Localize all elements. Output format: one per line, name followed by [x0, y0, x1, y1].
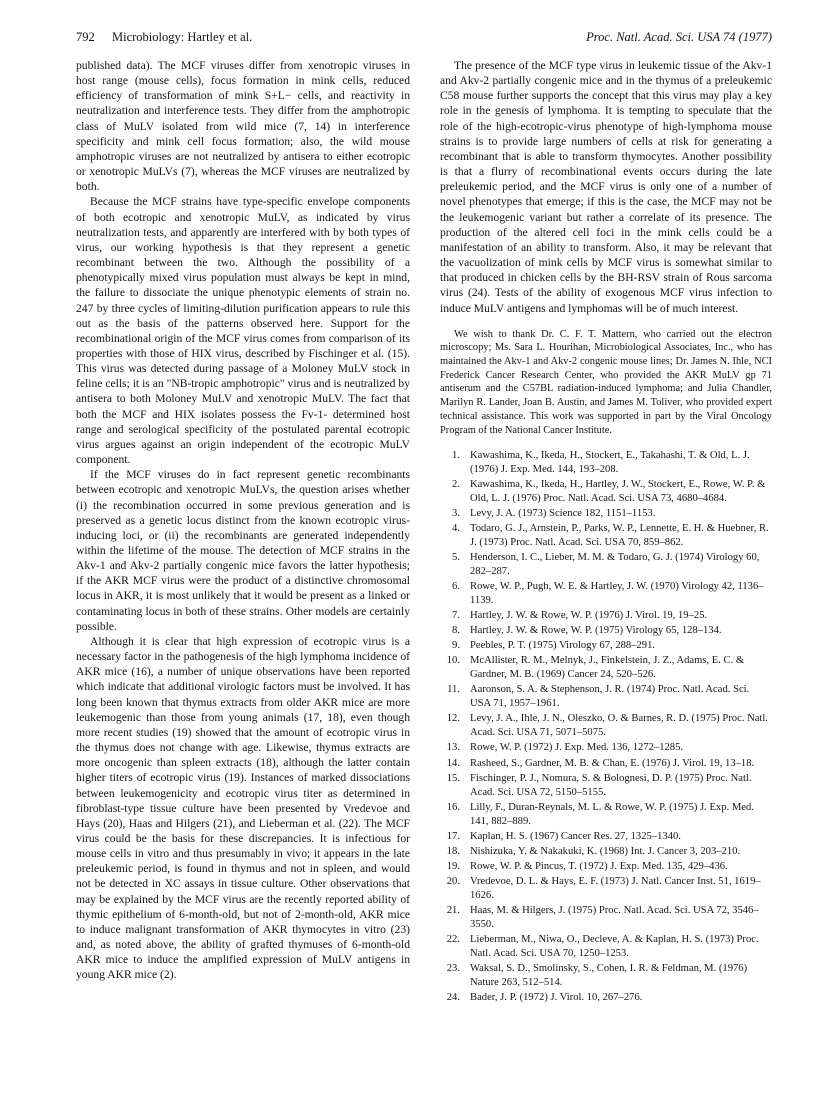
reference-item: [440, 904, 772, 932]
acknowledgment: We wish to thank Dr. C. F. T. Mattern, who carried out the electron microscopy; Ms. Sara L. Hourihan, Microbiological Associates, Inc., who has maintained the Akv-1 and Akv-2 congenic mouse lines; Dr. James N. Ihle, NCI Frederick Cancer Research Center, who provided the AKR MuLV gp 71 antiserum and the C57BL radiation-induced lymphoma; and Julia Chandler, Marilyn R. Lander, Joan B. Austin, and James M. Toliver, who provided expert technical assistance. This work was supported in part by the Viral Oncology Program of the National Cancer Institute.: [440, 328, 772, 436]
reference-text: Rasheed, S., Gardner, M. B. & Chan, E. (1976) J. Virol. 19, 13–18.: [470, 757, 755, 769]
reference-text: Lilly, F., Duran-Reynals, M. L. & Rowe, W. P. (1975) J. Exp. Med. 141, 882–889.: [470, 801, 754, 827]
reference-item: [440, 624, 772, 638]
reference-number: 18.: [446, 845, 460, 857]
reference-text: McAllister, R. M., Melnyk, J., Finkelstein, J. Z., Adams, E. C. & Gardner, M. B. (1969) Cancer 24, 520–526.: [470, 655, 745, 681]
reference-text: Kawashima, K., Ikeda, H., Stockert, E., Takahashi, T. & Old, L. J. (1976) J. Exp. Med. 144, 193–208.: [470, 450, 750, 476]
journal-citation: Proc. Natl. Acad. Sci. USA 74 (1977): [586, 30, 772, 44]
reference-item: [440, 639, 772, 653]
reference-text: Peebles, P. T. (1975) Virology 67, 288–291.: [470, 640, 656, 652]
reference-text: Vredevoe, D. L. & Hays, E. F. (1973) J. Natl. Cancer Inst. 51, 1619–1626.: [470, 875, 761, 901]
reference-text: Waksal, S. D., Smolinsky, S., Cohen, I. R. & Feldman, M. (1976) Nature 263, 512–514.: [470, 962, 748, 988]
reference-item: [440, 757, 772, 771]
reference-number: 17.: [446, 830, 460, 842]
body-paragraph: published data). The MCF viruses differ from xenotropic viruses in host range (mouse cells), focus formation in mink cells, reduced efficiency of transformation of mink S+L− cells, and reactivity in neutralization and interference tests. They differ from the amphotropic class of MuLV isolated from wild mice (7, 14) in interference specificity and mink cell focus formation; also, the wild mouse amphotropic viruses are not neutralized by antisera to either ecotropic or xenotropic MuLVs (7), whereas the MCF viruses are neutralized by both.: [76, 59, 410, 194]
reference-item: [440, 551, 772, 579]
reference-item: [440, 478, 772, 506]
reference-number: 7.: [452, 610, 460, 622]
reference-item: [440, 683, 772, 711]
reference-item: [440, 507, 772, 521]
reference-item: [440, 962, 772, 990]
running-header: [76, 28, 772, 46]
reference-number: 12.: [446, 713, 460, 725]
reference-item: [440, 860, 772, 874]
right-column: [440, 58, 772, 1006]
page-number: 792: [76, 30, 95, 44]
reference-number: 10.: [446, 655, 460, 667]
left-column: [76, 58, 410, 983]
reference-text: Fischinger, P. J., Nomura, S. & Bolognesi, D. P. (1975) Proc. Natl. Acad. Sci. USA 72, 5150–5155.: [470, 772, 752, 798]
reference-item: [440, 580, 772, 608]
body-paragraph: The presence of the MCF type virus in leukemic tissue of the Akv-1 and Akv-2 partially congenic mice and in the thymus of a preleukemic C58 mouse further supports the concept that this virus may play a key role in the genesis of lymphoma. It is tempting to speculate that the role of the high-ecotropic-virus phenotype of high-lymphoma mouse strains is to provide large numbers of cells at risk for generating a recombinant that is able to transform thymocytes. Another possibility is that a flurry of recombinational events occurs during the late preleukemic period, and the MCF virus is only one of a number of novel phenotypes that emerge; if this is the case, the MCF may not be the leukemogenic variant but rather a correlate of its presence. The production of the altered cell foci in the mink cells could be a manifestation of an ability to transform. Also, it may be relevant that the vacuolization of mink cells by MCF virus is somewhat similar to that produced in chicken cells by the BH-RSV strain of Rous sarcoma virus (24). Tests of the ability of exogenous MCF virus infection to induce MuLV antigens and lymphomas will be of much interest.: [440, 59, 772, 315]
reference-item: [440, 609, 772, 623]
running-title: Microbiology: Hartley et al.: [112, 30, 253, 44]
reference-number: 15.: [446, 772, 460, 784]
reference-text: Nishizuka, Y. & Nakakuki, K. (1968) Int. J. Cancer 3, 203–210.: [470, 845, 741, 857]
reference-number: 21.: [446, 904, 460, 916]
reference-number: 11.: [447, 684, 460, 696]
reference-item: [440, 875, 772, 903]
reference-text: Rowe, W. P. & Pincus, T. (1972) J. Exp. Med. 135, 429–436.: [470, 860, 728, 872]
reference-number: 16.: [446, 801, 460, 813]
reference-text: Levy, J. A., Ihle, J. N., Oleszko, O. & Barnes, R. D. (1975) Proc. Natl. Acad. Sci. USA 71, 5071–5075.: [470, 713, 768, 739]
body-paragraph: If the MCF viruses do in fact represent genetic recombinants between ecotropic and xenotropic MuLVs, the question arises whether (i) the recombination occurred in some previous generation and is preserved as a genetic locus distinct from the known ecotropic virus-inducing loci, or (ii) the recombinants are generated independently within the lifetime of the mouse. The detection of MCF strains in the Akv-1 and Akv-2 partially congenic mice favors the latter hypothesis; if the AKR MCF virus were the product of a distinctive chromosomal locus in AKR, it is most unlikely that it would be present as a linked or contaminating locus in both of these strains. Other models are certainly possible.: [76, 468, 410, 633]
reference-list: [440, 449, 772, 1004]
reference-text: Todaro, G. J., Arnstein, P., Parks, W. P., Lennette, E. H. & Huebner, R. J. (1973) Proc. Natl. Acad. Sci. USA 70, 859–862.: [470, 523, 769, 549]
reference-text: Aaronson, S. A. & Stephenson, J. R. (1974) Proc. Natl. Acad. Sci. USA 71, 1957–1961.: [470, 684, 750, 710]
reference-text: Kawashima, K., Ikeda, H., Hartley, J. W., Stockert, E., Rowe, W. P. & Old, L. J. (1976) Proc. Natl. Acad. Sci. USA 73, 4680–4684.: [470, 479, 766, 505]
reference-item: [440, 845, 772, 859]
reference-number: 2.: [452, 479, 460, 491]
reference-number: 6.: [452, 581, 460, 593]
reference-item: [440, 933, 772, 961]
reference-item: [440, 830, 772, 844]
reference-item: [440, 712, 772, 740]
reference-text: Lieberman, M., Niwa, O., Decleve, A. & Kaplan, H. S. (1973) Proc. Natl. Acad. Sci. USA 70, 1250–1253.: [470, 933, 759, 959]
reference-number: 3.: [452, 508, 460, 520]
reference-number: 14.: [446, 757, 460, 769]
reference-number: 4.: [452, 523, 460, 535]
reference-number: 20.: [446, 875, 460, 887]
reference-number: 1.: [452, 450, 460, 462]
body-paragraph: Although it is clear that high expression of ecotropic virus is a necessary factor in the pathogenesis of the high lymphoma incidence of AKR mice (16), a number of unique observations have been reported which indicate that additional virologic factors must be involved. It has long been known that thymus extracts from older AKR mice are more leukemogenic than those from young animals (17, 18), even though more recent studies (19) showed that the amount of ecotropic virus in the thymus does not change with age. Likewise, thymus extracts are more oncogenic than spleen extracts (18), although the latter contain higher titers of ecotropic virus (19). Instances of marked dissociations between leukemogenicity and ecotropic virus titer as determined in fibroblast-type tissue culture have been presented by Vredevoe and Hays (20), Haas and Hilgers (21), and Lieberman et al. (22). The MCF virus could be the basis for these discrepancies. It is infectious for mouse cells in vitro and thus presumably in vivo; it appears in the late preleukemic period, is found in thymus and not in spleen, and would not be detected in XC assays in tissue culture. Other observations that may be explained by the MCF virus are the recently reported ability of thymic epithelium of 6-month-old, but not of 2-month-old, AKR mice to induce malignant transformation of AKR thymocytes in vitro (23) and, as noted above, the ability of grafted thymuses of 6-month-old AKR mice to induce the amplified expression of MuLV antigens in young AKR mice (2).: [76, 634, 410, 982]
reference-text: Rowe, W. P. (1972) J. Exp. Med. 136, 1272–1285.: [470, 742, 684, 754]
reference-number: 19.: [446, 860, 460, 872]
reference-item: [440, 801, 772, 829]
reference-item: [440, 991, 772, 1005]
reference-text: Kaplan, H. S. (1967) Cancer Res. 27, 1325–1340.: [470, 830, 681, 842]
reference-number: 13.: [446, 742, 460, 754]
reference-text: Haas, M. & Hilgers, J. (1975) Proc. Natl. Acad. Sci. USA 72, 3546–3550.: [470, 904, 759, 930]
reference-number: 5.: [452, 552, 460, 564]
body-paragraph: Because the MCF strains have type-specific envelope components of both ecotropic and xenotropic MuLV, as indicated by virus neutralization tests, and apparently are interfered with by both types of virus, our working hypothesis is that they represent a genetic recombinant between the two. Although the possibility of a phenotypically mixed virus population must always be kept in mind, the failure to dissociate the unique phenotypic elements of strain no. 247 by three cycles of limiting-dilution purification appears to rule this out as the basis of the patterns observed here. Support for the recombinational origin of the MCF virus comes from comparison of its properties with those of HIX virus, described by Fischinger et al. (15). This virus was detected during passage of a Moloney MuLV stock in feline cells; it is an "NB-tropic amphotropic" virus and is neutralized by antisera to both Moloney MuLV and xenotropic MuLV. The fact that both the MCF and HIX isolates possess the Fv-1- determined host range and serological specificity of the postulated parental ecotropic virus argues against an origin independent of the ecotropic MuLV component.: [76, 195, 410, 467]
reference-item: [440, 654, 772, 682]
reference-text: Hartley, J. W. & Rowe, W. P. (1976) J. Virol. 19, 19–25.: [470, 610, 708, 622]
reference-text: Bader, J. P. (1972) J. Virol. 10, 267–276.: [470, 991, 643, 1003]
reference-text: Rowe, W. P., Pugh, W. E. & Hartley, J. W. (1970) Virology 42, 1136–1139.: [470, 581, 764, 607]
reference-item: [440, 449, 772, 477]
reference-text: Henderson, I. C., Lieber, M. M. & Todaro, G. J. (1974) Virology 60, 282–287.: [470, 552, 760, 578]
reference-item: [440, 522, 772, 550]
reference-number: 9.: [452, 640, 460, 652]
reference-number: 8.: [452, 625, 460, 637]
reference-item: [440, 772, 772, 800]
reference-number: 24.: [446, 991, 460, 1003]
reference-number: 22.: [446, 933, 460, 945]
reference-number: 23.: [446, 962, 460, 974]
reference-text: Levy, J. A. (1973) Science 182, 1151–1153.: [470, 508, 656, 520]
reference-item: [440, 741, 772, 755]
reference-text: Hartley, J. W. & Rowe, W. P. (1975) Virology 65, 128–134.: [470, 625, 722, 637]
